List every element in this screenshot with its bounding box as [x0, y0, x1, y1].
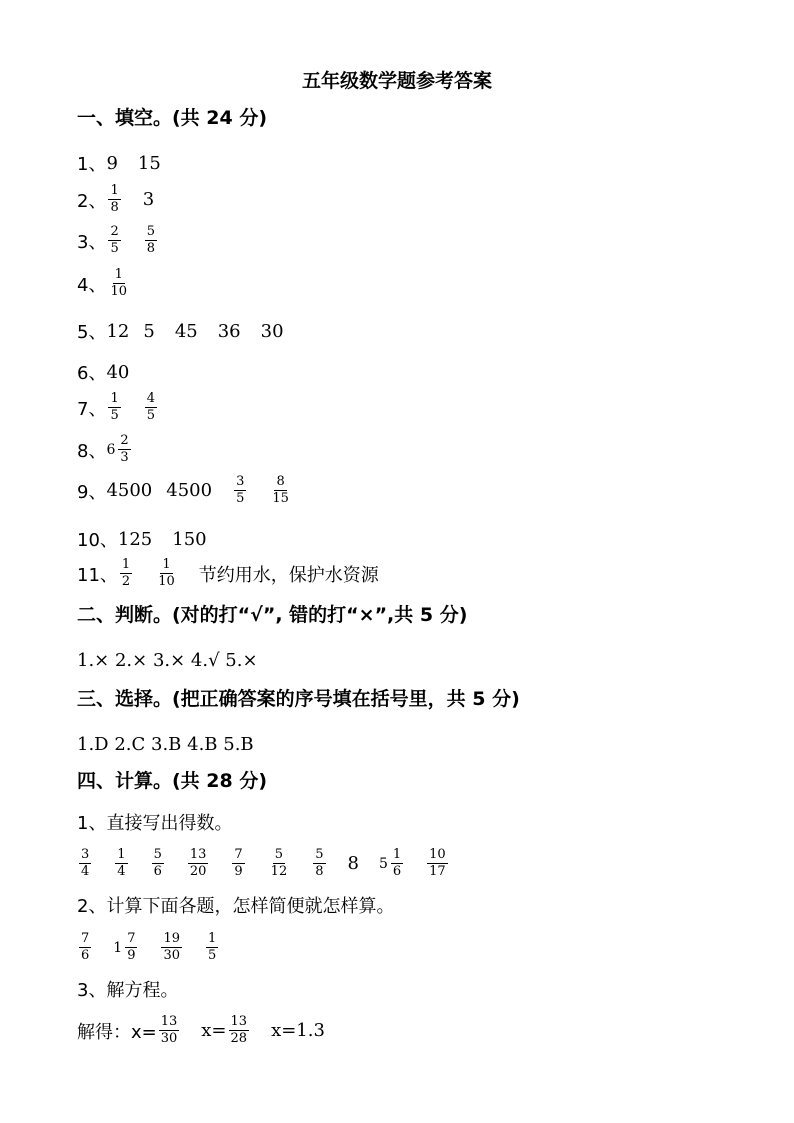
- item-label: 9、: [77, 481, 107, 503]
- part-1-label: 1、直接写出得数。: [77, 813, 233, 834]
- answer-value: 12: [106, 320, 130, 342]
- section-4-heading: 四、计算。(共 28 分): [77, 770, 268, 792]
- answer-value: 5: [143, 320, 155, 342]
- fraction: $\frac{13}{30}$: [160, 1014, 178, 1046]
- part-3-label: 3、解方程。: [77, 980, 179, 1001]
- fraction: $\frac{1}{4}$: [117, 847, 126, 879]
- item-label: 3、: [77, 231, 107, 253]
- answer-line-8: [77, 434, 133, 465]
- answer-line-3: [77, 225, 159, 256]
- fraction: $\frac{13}{20}$: [189, 847, 207, 879]
- fraction: $\frac{5}{8}$: [146, 224, 156, 256]
- fraction: $\frac{8}{15}$: [272, 474, 289, 506]
- answer-line-10: [77, 526, 207, 552]
- item-label: 7、: [77, 398, 107, 420]
- answer-value: 40: [106, 361, 130, 383]
- answer-value: 125: [117, 528, 153, 550]
- fraction: $\frac{19}{30}$: [163, 931, 181, 963]
- answer-line-5: [77, 318, 284, 344]
- answer-line-11: [77, 558, 379, 589]
- answer-value: 36: [217, 320, 241, 342]
- answer-value: 4500: [106, 480, 153, 501]
- document-title: 五年级数学题参考答案: [301, 70, 492, 92]
- fraction: $\frac{7}{9}$: [234, 847, 243, 879]
- fraction: $\frac{4}{5}$: [146, 391, 156, 423]
- answer-value: 30: [260, 320, 284, 342]
- answer-line-2: [77, 184, 154, 215]
- answer-line-1: [77, 150, 161, 176]
- item-label: 4、: [77, 274, 107, 296]
- answer-value: 3: [142, 189, 155, 210]
- equation-solutions: [77, 1015, 325, 1046]
- answer-value: 4500: [166, 480, 213, 501]
- fraction: $\frac{10}{17}$: [429, 847, 446, 879]
- item-label: 11、: [77, 564, 118, 586]
- item-label: 2、: [77, 190, 107, 212]
- answer-value: 8: [347, 853, 359, 874]
- section-1-heading: 一、填空。(共 24 分): [77, 107, 268, 129]
- answer-text: 节约用水，保护水资源: [198, 564, 379, 586]
- mixed-number: 6 $\frac{2}{3}$: [106, 433, 129, 465]
- item-label: 6、: [77, 363, 107, 384]
- item-label: 1、: [77, 154, 107, 175]
- part-2-answers: [77, 932, 220, 963]
- fraction: $\frac{1}{2}$: [121, 557, 131, 589]
- answer-line-4: [77, 268, 131, 299]
- answer-value: 15: [137, 152, 161, 174]
- answer-value: 45: [174, 320, 198, 342]
- item-label: 5、: [77, 322, 107, 343]
- fraction: $\frac{1}{10}$: [110, 267, 127, 299]
- mixed-number: 1 $\frac{7}{9}$: [113, 931, 136, 963]
- answer-line-9: [77, 475, 293, 506]
- solution-value: x=1.3: [271, 1020, 325, 1041]
- fraction: $\frac{1}{5}$: [110, 391, 119, 423]
- fraction: $\frac{13}{28}$: [230, 1014, 248, 1046]
- fraction: $\frac{3}{5}$: [236, 474, 245, 506]
- solution-prefix: 解得：x=: [77, 1021, 157, 1043]
- fraction: $\frac{5}{12}$: [270, 847, 288, 879]
- fraction: $\frac{1}{5}$: [208, 931, 217, 963]
- fraction: $\frac{7}{6}$: [81, 931, 90, 963]
- part-2-label: 2、计算下面各题，怎样简便就怎样算。: [77, 896, 395, 917]
- fraction: $\frac{1}{8}$: [110, 183, 119, 215]
- fraction: $\frac{1}{10}$: [158, 557, 175, 589]
- item-label: 8、: [77, 440, 107, 462]
- section-3-heading: 三、选择。(把正确答案的序号填在括号里，共 5 分): [77, 688, 520, 710]
- section-2-heading: 二、判断。(对的打“√”, 错的打“×”,共 5 分): [77, 604, 468, 626]
- answer-line-6: [77, 359, 129, 385]
- answer-value: 150: [172, 528, 207, 550]
- fraction: $\frac{2}{5}$: [110, 224, 119, 256]
- answer-line-7: [77, 392, 159, 423]
- part-1-answers: [77, 848, 450, 879]
- answer-value: 9: [106, 152, 118, 174]
- fraction: $\frac{3}{4}$: [81, 847, 90, 879]
- item-label: 10、: [77, 530, 118, 551]
- choice-answers: 1.D 2.C 3.B 4.B 5.B: [77, 734, 254, 755]
- mixed-number: 5 $\frac{1}{6}$: [378, 847, 402, 879]
- fraction: $\frac{5}{6}$: [153, 847, 162, 879]
- solution-variable: x=: [201, 1020, 227, 1041]
- fraction: $\frac{5}{8}$: [315, 847, 324, 879]
- judgment-answers: 1.× 2.× 3.× 4.√ 5.×: [77, 650, 258, 671]
